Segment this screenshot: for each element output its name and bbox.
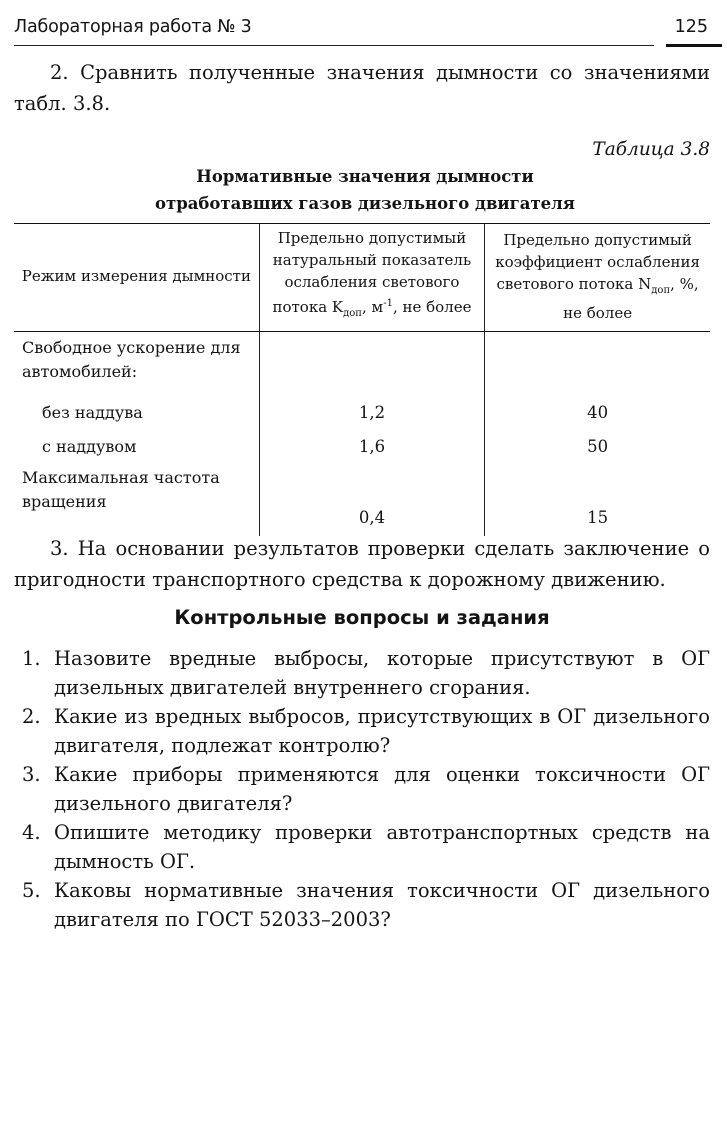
- column-header-k-superscript: -1: [383, 298, 393, 309]
- question-text: Опишите методику проверки автотранспортных средств на дымность ОГ.: [54, 821, 710, 873]
- question-text: Какие из вредных выбросов, присутствующих в ОГ дизельного двигателя, подлежат контролю?: [54, 705, 710, 757]
- row-mode: Свободное ускорение для автомобилей:: [22, 338, 241, 381]
- table-number: Таблица 3.8: [592, 139, 710, 160]
- column-header-n-end: , %, не более: [563, 274, 699, 322]
- question-number: 4.: [22, 821, 41, 844]
- list-item: [22, 702, 710, 760]
- section-title: Контрольные вопросы и задания: [174, 606, 550, 629]
- row-mode: с наддувом: [42, 437, 137, 456]
- row-k-value: 1,2: [259, 396, 484, 430]
- running-title: Лабораторная работа № 3: [14, 17, 252, 37]
- row-k-value: 1,6: [259, 430, 484, 464]
- row-mode: без наддува: [42, 403, 143, 422]
- question-number: 5.: [22, 879, 41, 902]
- question-number: 3.: [22, 763, 41, 786]
- list-item: [22, 818, 710, 876]
- table-caption-line-2: отработавших газов дизельного двигателя: [154, 194, 576, 213]
- table-row: [14, 396, 710, 430]
- questions-list: [22, 644, 710, 934]
- question-text: Каковы нормативные значения токсичности ОГ дизельного двигателя по ГОСТ 52033–2003?: [54, 879, 710, 931]
- row-n-value: 40: [485, 396, 710, 430]
- table-caption-line-1: Нормативные значения дымности: [196, 167, 534, 186]
- paragraph-step-3: 3. На основании результатов проверки сделать заключение о пригодности транспортного средства к дорожному движению.: [14, 537, 710, 591]
- column-header-k-text: Предельно допустимый натуральный показатель ослабления светового потока K: [272, 229, 472, 316]
- row-k-value: [259, 332, 484, 397]
- table-header-row: [14, 224, 710, 332]
- column-header-k: [259, 224, 484, 332]
- list-item: [22, 876, 710, 934]
- question-number: 2.: [22, 705, 41, 728]
- table-row: [14, 332, 710, 397]
- row-k-value: 0,4: [259, 464, 484, 536]
- paragraph-step-2: 2. Сравнить полученные значения дымности со значениями табл. 3.8.: [14, 61, 710, 115]
- column-header-k-end: , не более: [392, 298, 472, 316]
- column-header-mode: Режим измерения дымности: [14, 224, 259, 332]
- smoke-norms-table: [14, 223, 710, 536]
- question-text: Какие приборы применяются для оценки токсичности ОГ дизельного двигателя?: [54, 763, 710, 815]
- page-number-rule: [666, 44, 722, 47]
- row-n-value: 50: [485, 430, 710, 464]
- row-n-value: 15: [485, 464, 710, 536]
- table-row: [14, 430, 710, 464]
- column-header-k-unit: , м: [361, 298, 384, 316]
- page-number: 125: [674, 17, 708, 37]
- table-row: [14, 464, 710, 536]
- column-header-n-text: Предельно допустимый коэффициент ослабления светового потока N: [495, 230, 700, 293]
- row-n-value: [485, 332, 710, 397]
- list-item: [22, 644, 710, 702]
- question-number: 1.: [22, 647, 41, 670]
- column-header-n-subscript: доп: [651, 284, 671, 296]
- row-mode: Максимальная частота вращения: [22, 468, 220, 511]
- list-item: [22, 760, 710, 818]
- running-header: [14, 14, 710, 42]
- question-text: Назовите вредные выбросы, которые присутствуют в ОГ дизельных двигателей внутреннего сгорания.: [54, 647, 710, 699]
- table-caption: [110, 163, 620, 217]
- column-header-k-subscript: доп: [343, 308, 362, 319]
- column-header-n: [485, 224, 710, 332]
- header-rule: [14, 45, 654, 46]
